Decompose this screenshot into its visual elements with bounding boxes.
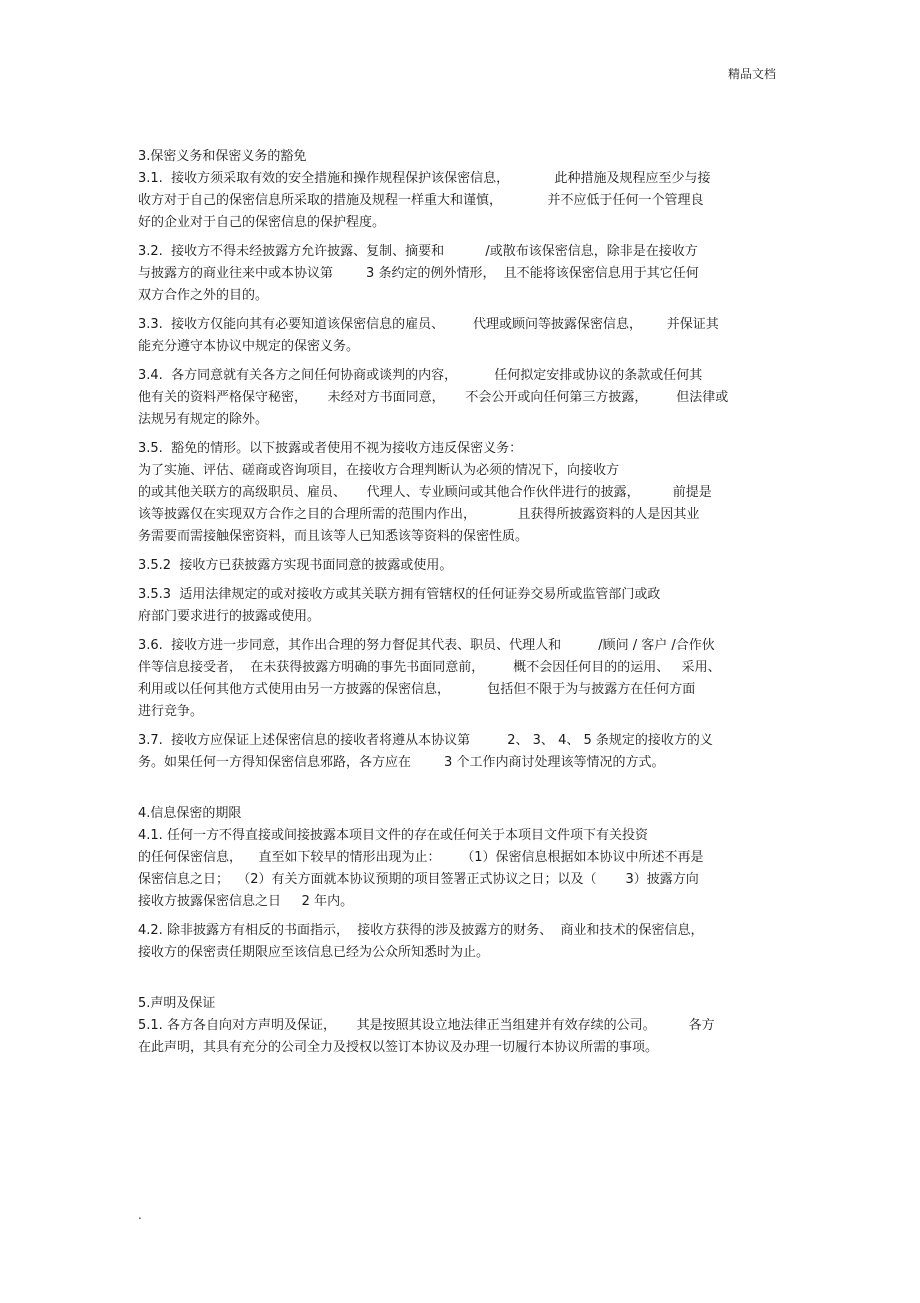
text-line: 接收方的保密责任期限应至该信息已经为公众所知悉时为止。 — [138, 945, 490, 960]
text-line: 4.1. 任何一方不得直接或间接披露本项目文件的存在或任何关于本项目文件项下有关投资 — [138, 828, 648, 843]
section-representations-warranties — [138, 993, 778, 1059]
section-confidentiality-obligations — [138, 146, 778, 774]
text-line: 4.2. 除非披露方有相反的书面指示， 接收方获得的涉及披露方的财务、 商业和技术的保密信息， — [138, 923, 704, 938]
text-line: 他有关的资料严格保守秘密， 未经对方书面同意， 不会公开或向任何第三方披露， 但法律或 — [138, 390, 729, 405]
text-line: 府部门要求进行的披露或使用。 — [138, 609, 321, 624]
text-line: 的任何保密信息， 直至如下较早的情形出现为止： （1）保密信息根据如本协议中所述不再是 — [138, 850, 704, 865]
section-confidentiality-period — [138, 803, 778, 964]
text-line: 好的企业对于自己的保密信息的保护程度。 — [138, 215, 386, 230]
clause-3-4 — [138, 365, 778, 431]
clause-3-7 — [138, 730, 778, 774]
clause-3-2 — [138, 241, 778, 307]
text-line: 务需要而需接触保密资料，而且该等人已知悉该等资料的保密性质。 — [138, 529, 529, 544]
section-title: 3.保密义务和保密义务的豁免 — [138, 149, 307, 164]
text-line: 的或其他关联方的高级职员、雇员、 代理人、专业顾问或其他合作伙伴进行的披露， 前提是 — [138, 485, 712, 500]
text-line: 收方对于自己的保密信息所采取的措施及规程一样重大和谨慎， 并不应低于任何一个管理良 — [138, 193, 704, 208]
section-gap — [138, 971, 778, 993]
clause-3-3 — [138, 314, 778, 358]
clause-3-5-3 — [138, 584, 778, 628]
section-title: 5.声明及保证 — [138, 996, 216, 1011]
text-line: 进行竞争。 — [138, 704, 204, 719]
text-line: 在此声明，其具有充分的公司全力及授权以签订本协议及办理一切履行本协议所需的事项。 — [138, 1040, 659, 1055]
text-line: 利用或以任何其他方式使用由另一方披露的保密信息， 包括但不限于为与披露方在任何方面 — [138, 682, 696, 697]
text-line: 务。如果任何一方得知保密信息邪路，各方应在 3 个工作内商讨处理该等情况的方式。 — [138, 755, 665, 770]
clause-5-1 — [138, 1015, 778, 1059]
text-line: 3.5.3 适用法律规定的或对接收方或其关联方拥有管辖权的任何证券交易所或监管部门或政 — [138, 587, 661, 602]
clause-3-5 — [138, 438, 778, 548]
text-line: 3.6. 接收方进一步同意，其作出合理的努力督促其代表、职员、代理人和 /顾问 / 客户 /合作伙 — [138, 638, 715, 653]
text-line: 3.5. 豁免的情形。以下披露或者使用不视为接收方违反保密义务： — [138, 441, 523, 456]
text-line: 为了实施、评估、磋商或咨询项目，在接收方合理判断认为必须的情况下，向接收方 — [138, 463, 620, 478]
clause-4-1 — [138, 825, 778, 913]
text-line: 该等披露仅在实现双方合作之目的合理所需的范围内作出， 且获得所披露资料的人是因其业 — [138, 507, 700, 522]
clause-3-6 — [138, 635, 778, 723]
document-body — [138, 146, 778, 1066]
text-line: 3.5.2 接收方已获披露方实现书面同意的披露或使用。 — [138, 558, 453, 573]
section-gap — [138, 781, 778, 803]
text-line: 法规另有规定的除外。 — [138, 412, 269, 427]
text-line: 保密信息之日； （2）有关方面就本协议预期的项目签署正式协议之日；以及（ 3）披露方向 — [138, 872, 699, 887]
text-line: 双方合作之外的目的。 — [138, 288, 269, 303]
text-line: 5.1. 各方各自向对方声明及保证， 其是按照其设立地法律正当组建并有效存续的公司。 各方 — [138, 1018, 715, 1033]
footer-mark: . — [138, 1208, 142, 1222]
clause-3-5-2 — [138, 555, 778, 577]
text-line: 3.1. 接收方须采取有效的安全措施和操作规程保护该保密信息， 此种措施及规程应至少与接 — [138, 171, 711, 186]
header-tag: 精品文档 — [728, 67, 777, 81]
section-title: 4.信息保密的期限 — [138, 806, 242, 821]
text-line: 与披露方的商业往来中或本协议第 3 条约定的例外情形， 且不能将该保密信息用于其它任何 — [138, 266, 699, 281]
text-line: 能充分遵守本协议中规定的保密义务。 — [138, 339, 360, 354]
clause-3-1 — [138, 168, 778, 234]
text-line: 3.2. 接收方不得未经披露方允许披露、复制、摘要和 /或散布该保密信息，除非是在接收方 — [138, 244, 698, 259]
text-line: 伴等信息接受者， 在未获得披露方明确的事先书面同意前， 概不会因任何目的的运用、 采用、 — [138, 660, 721, 675]
text-line: 3.7. 接收方应保证上述保密信息的接收者将遵从本协议第 2、 3、 4、 5 条规定的接收方的义 — [138, 733, 713, 748]
clause-4-2 — [138, 920, 778, 964]
text-line: 3.3. 接收方仅能向其有必要知道该保密信息的雇员、 代理或顾问等披露保密信息， 并保证其 — [138, 317, 719, 332]
text-line: 3.4. 各方同意就有关各方之间任何协商或谈判的内容， 任何拟定安排或协议的条款或任何其 — [138, 368, 703, 383]
text-line: 接收方披露保密信息之日 2 年内。 — [138, 894, 354, 909]
